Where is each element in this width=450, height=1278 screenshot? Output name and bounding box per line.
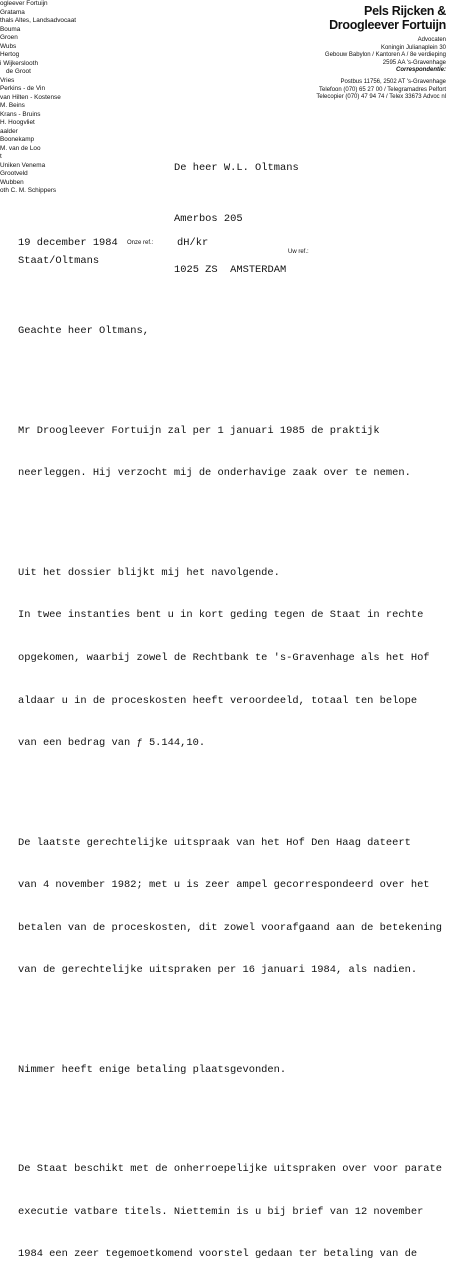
- partner-name: Perkins - de Vin: [0, 85, 45, 92]
- our-ref: dH/kr: [177, 237, 209, 249]
- body-line: opgekomen, waarbij zowel de Rechtbank te 's-Gravenhage als het Hof: [18, 651, 430, 664]
- office-pobox: Postbus 11756, 2502 AT 's-Gravenhage: [340, 78, 446, 85]
- partner-name: oth C. M. Schippers: [0, 187, 57, 194]
- our-ref-label: Onze ref.:: [127, 240, 154, 246]
- partner-name: Wubs: [0, 42, 17, 50]
- office-building: Gebouw Babylon / Kantoren A / 8e verdieping: [324, 52, 446, 59]
- addressee-city: 1025 ZS AMSTERDAM: [174, 264, 287, 276]
- body-line: van 4 november 1982; met u is zeer ampel gecorrespondeerd over het: [18, 879, 430, 892]
- correspondence-label: Correspondentie:: [395, 67, 446, 74]
- body-line: Nimmer heeft enige betaling plaatsgevonden.: [18, 1063, 287, 1076]
- body-line: aldaar u in de proceskosten heeft veroordeeld, totaal ten belope: [18, 694, 418, 707]
- partner-name: van Hilten - Kostense: [0, 93, 61, 101]
- firm-name-line: Pels Rijcken &: [364, 4, 446, 18]
- body-line: Mr Droogleever Fortuijn zal per 1 januari 1985 de praktijk: [18, 424, 380, 437]
- addressee-name: De heer W.L. Oltmans: [174, 162, 299, 174]
- office-details: [250, 37, 446, 102]
- addressee-street: Amerbos 205: [174, 213, 243, 225]
- partners-list: [0, 0, 92, 196]
- partner-name: M. van de Loo: [0, 144, 41, 152]
- body-line: In twee instanties bent u in kort geding tegen de Staat in rechte: [18, 609, 424, 622]
- office-postal: 2595 AA 's-Gravenhage: [382, 59, 446, 66]
- partner-name: i Wijkerslooth: [0, 59, 38, 67]
- partner-name: Grootveld: [0, 170, 28, 177]
- reference-row: [0, 237, 450, 273]
- partner-name: Hertog: [0, 51, 20, 58]
- partner-name: Groen: [0, 34, 18, 41]
- firm-name: [286, 4, 446, 32]
- addressee-block: [174, 126, 299, 313]
- body-line: van de gerechtelijke uitspraken per 16 januari 1984, als nadien.: [18, 964, 418, 977]
- spacer: [18, 509, 448, 523]
- letter-subject: Staat/Oltmans: [18, 255, 100, 267]
- office-phone: Telefoon (070) 65 27 00 / Telegramadres Pelfort: [319, 86, 446, 93]
- firm-name-line: Droogleever Fortuijn: [329, 18, 446, 32]
- partner-name: aalder: [0, 127, 18, 135]
- letter-date: 19 december 1984: [18, 237, 118, 249]
- body-line: neerleggen. Hij verzocht mij de onderhavige zaak over te nemen.: [18, 467, 411, 480]
- partner-name: t: [0, 153, 2, 160]
- partner-name: M. Beins: [0, 102, 25, 109]
- partner-name: Bouma: [0, 25, 21, 33]
- partner-name: de Groot: [6, 68, 31, 75]
- body-line: van een bedrag van ƒ 5.144,10.: [18, 737, 206, 750]
- partner-name: H. Hoogvliet: [0, 119, 35, 126]
- salutation: Geachte heer Oltmans,: [18, 325, 149, 338]
- body-line: 1984 een zeer tegemoetkomend voorstel gedaan ter betaling van de: [18, 1248, 418, 1261]
- partner-name: Wubben: [0, 178, 24, 186]
- body-line: betalen van de proceskosten, dit zowel voorafgaand aan de betekening: [18, 921, 443, 934]
- spacer: [18, 779, 448, 793]
- body-line: executie vatbare titels. Niettemin is u bij brief van 12 november: [18, 1205, 424, 1218]
- body-line: De Staat beschikt met de onherroepelijke uitspraken over voor parate: [18, 1163, 443, 1176]
- partner-name: Krans - Bruins: [0, 110, 41, 118]
- body-line: De laatste gerechtelijke uitspraak van het Hof Den Haag dateert: [18, 836, 411, 849]
- body-line: Uit het dossier blijkt mij het navolgende.: [18, 566, 280, 579]
- spacer: [18, 1006, 448, 1020]
- your-ref-label: Uw ref.:: [288, 249, 309, 255]
- office-role: Advocaten: [417, 37, 446, 43]
- spacer: [18, 1105, 448, 1119]
- partner-name: Gratama: [0, 8, 25, 16]
- office-street: Koningin Julianaplein 30: [380, 44, 446, 51]
- office-fax: Telecopier (070) 47 94 74 / Telex 33673 Advoc nl: [316, 94, 446, 101]
- partner-name: Uniken Venema: [0, 161, 46, 169]
- partner-name: Vries: [0, 76, 15, 84]
- partner-name: thals Altes, Landsadvocaat: [0, 17, 77, 24]
- letter-body: [18, 296, 448, 1278]
- partner-name: Boonekamp: [0, 136, 35, 143]
- partner-name: ogleever Fortuijn: [0, 0, 48, 7]
- spacer: [18, 367, 448, 381]
